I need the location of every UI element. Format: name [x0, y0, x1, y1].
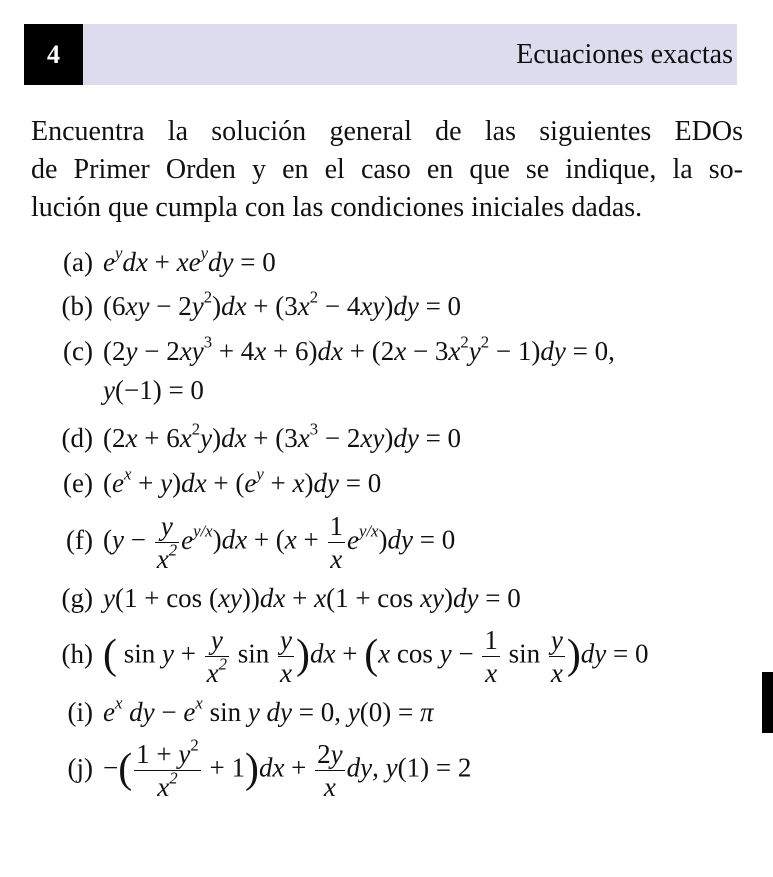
exercise-c-condition: y(−1) = 0 — [103, 375, 204, 405]
exercise-label: (h) — [61, 638, 93, 669]
exercise-e: (e) $(e^x + y)dx + (e^y + x)dy = 0$ — [41, 468, 381, 499]
exercise-d: (d) $(2x + 6x^2y)dx + (3x^3 - 2xy)dy = 0$ — [41, 423, 461, 454]
exercise-f: (f) (y − $\frac{y}{x^2}$ $e^{y/x})dx + (x$ + $\frac{1}{x}$ $e^{y/x})dy = 0$ — [41, 510, 455, 575]
chapter-header — [24, 24, 737, 85]
exercise-h: (h) ( sin y + $\frac{y}{x^2}$ sin $\frac{y}{x}$ )dx + (x cos y − $\frac{1}{x}$ sin $\frac{y}{x}$ )dy = 0 — [41, 624, 648, 689]
exercise-label: (c) — [63, 336, 93, 366]
exercise-label: (d) — [61, 423, 93, 453]
exercise-j: (j) −( $\frac{1 + y^2}{x^2}$ + 1)dx + $\frac{2y}{x}$ dy, y(1) = 2 — [41, 738, 471, 803]
exercise-label: (j) — [67, 752, 93, 783]
exercise-i: (i) $e^x$ dy − $e^x$ sin y dy = 0, y(0) = π — [41, 697, 434, 728]
exercise-a: (a) $e^ydx + xe^ydy = 0$ — [41, 247, 276, 278]
exercise-label: (g) — [61, 583, 93, 613]
exercise-b: (b) $(6xy - 2y^2)dx + (3x^2 - 4xy)dy = 0$ — [41, 291, 461, 322]
thumb-index-tab — [762, 672, 773, 733]
instructions-paragraph — [31, 113, 743, 227]
exercise-label: (i) — [67, 697, 93, 727]
exercise-label: (a) — [63, 247, 93, 277]
instructions-line-2: de Primer Orden y en el caso en que se indique, la so- — [31, 154, 743, 185]
instructions-line-1: Encuentra la solución general de las siguientes EDOs — [31, 116, 743, 147]
exercise-label: (e) — [63, 468, 93, 498]
instructions-line-3: lución que cumpla con las condiciones iniciales dadas. — [31, 192, 643, 223]
exercise-c: (c) $(2y - 2xy^3 + 4x + 6)dx + (2x - 3x^2y^2 - 1)dy = 0$, — [41, 336, 615, 367]
chapter-title: Ecuaciones exactas — [516, 39, 733, 70]
exercise-label: (b) — [61, 291, 93, 321]
exercise-label: (f) — [66, 524, 93, 555]
chapter-number: 4 — [24, 24, 83, 85]
exercise-g: (g) y(1 + cos (xy))dx + x(1 + cos xy)dy = 0 — [41, 583, 521, 614]
